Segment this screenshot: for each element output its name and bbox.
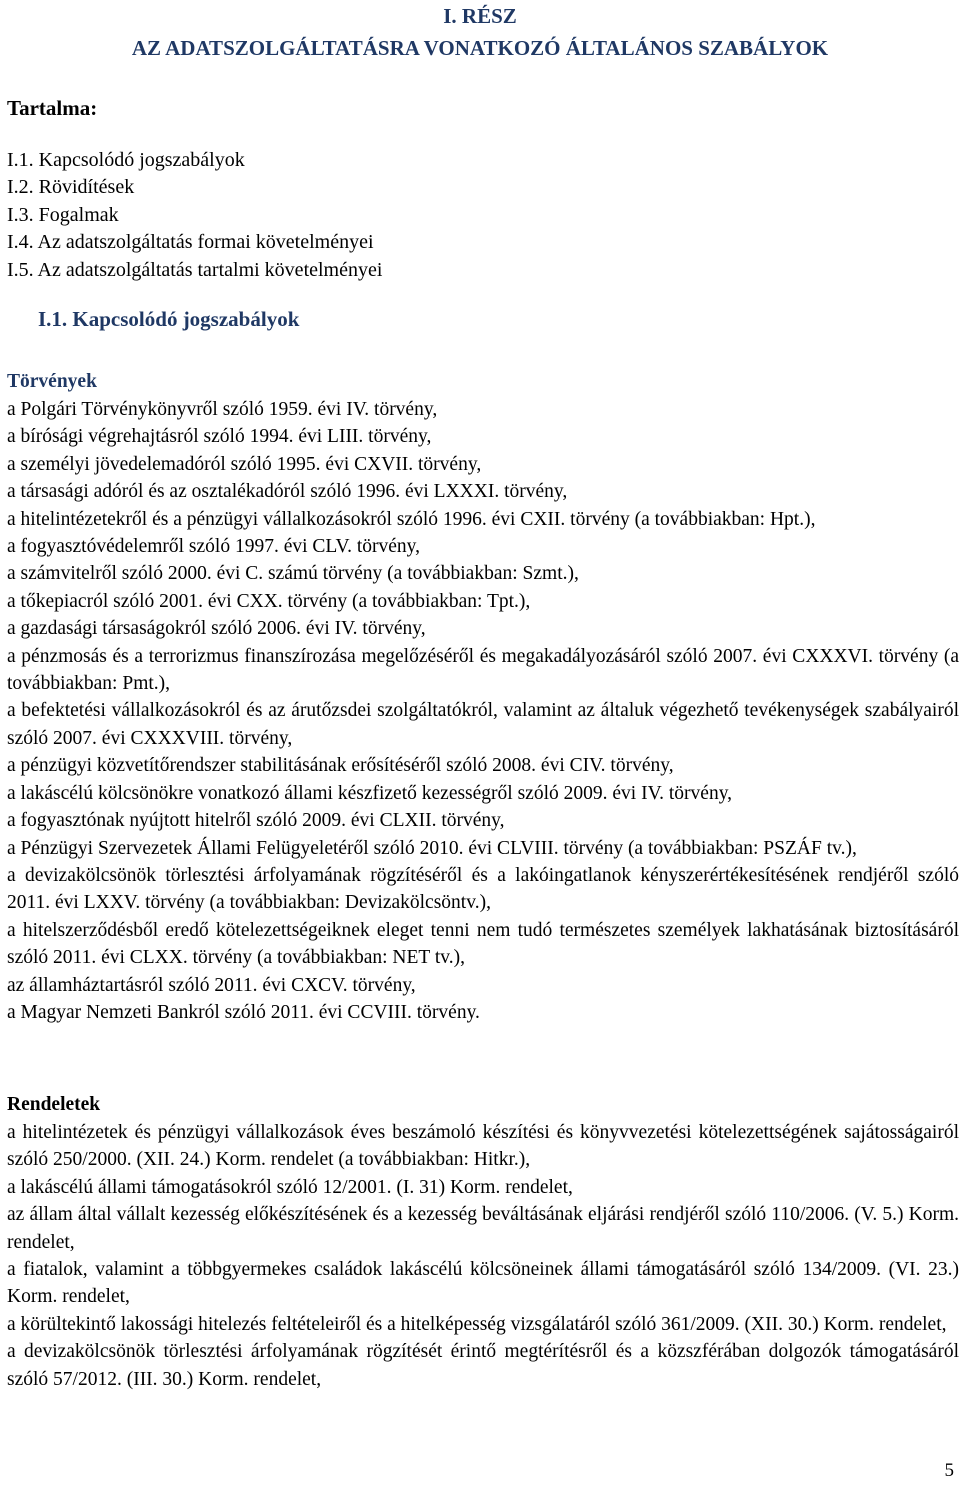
law-item: a társasági adóról és az osztalékadóról szóló 1996. évi LXXXI. törvény, — [7, 481, 568, 503]
law-item: a Polgári Törvénykönyvről szóló 1959. évi IV. törvény, — [7, 399, 438, 420]
contents-heading: Tartalma: — [7, 96, 98, 120]
law-item: a Pénzügyi Szervezetek Állami Felügyeletéről szóló 2010. évi CLVIII. törvény (a továbbiakban: PSZÁF tv.), — [7, 837, 857, 859]
law-item: a fogyasztónak nyújtott hitelről szóló 2009. évi CLXII. törvény, — [7, 810, 505, 832]
decree-item: az állam által vállalt kezesség előkészítésének és a kezesség beváltásának eljárási rendjéről szóló 110/2006. (V. 5.) Korm. rendelet, — [7, 1204, 959, 1253]
law-item: az államháztartásról szóló 2011. évi CXCV. törvény, — [7, 974, 416, 996]
law-item: a pénzügyi közvetítőrendszer stabilitásának erősítéséről szóló 2008. évi CIV. törvény, — [7, 755, 674, 777]
laws-section — [7, 368, 959, 1026]
decrees-section — [7, 1091, 959, 1393]
law-item: a személyi jövedelemadóról szóló 1995. évi CXVII. törvény, — [7, 453, 482, 475]
law-item: a hitelintézetekről és a pénzügyi vállalkozásokról szóló 1996. évi CXII. törvény (a továbbiakban: Hpt.), — [7, 508, 816, 530]
laws-list — [7, 396, 959, 1026]
decrees-list — [7, 1119, 959, 1393]
part-title: I. RÉSZ — [443, 4, 517, 28]
law-item: a befektetési vállalkozásokról és az árutőzsdei szolgáltatókról, valamint az általuk végezhető tevékenységek szabályairól szóló 2007. évi CXXXVIII. törvény, — [7, 700, 959, 749]
decrees-heading: Rendeletek — [7, 1094, 101, 1115]
table-of-contents — [7, 147, 382, 284]
law-item: a pénzmosás és a terrorizmus finanszírozása megelőzéséről és megakadályozásáról szóló 2007. évi CXXXVI. törvény (a továbbiakban: Pmt.), — [7, 645, 959, 695]
toc-item: I.2. Rövidítések — [7, 176, 135, 199]
toc-item: I.1. Kapcsolódó jogszabályok — [7, 149, 245, 171]
decree-item: a devizakölcsönök törlesztési árfolyamának rögzítését érintő megtérítésről és a közszférában dolgozók támogatásáról szóló 57/2012. (III. 30.) Korm. rendelet, — [7, 1341, 959, 1390]
decree-item: a fiatalok, valamint a többgyermekes családok lakáscélú kölcsöneinek állami támogatásáról szóló 134/2009. (VI. 23.) Korm. rendelet, — [7, 1259, 959, 1308]
law-item: a fogyasztóvédelemről szóló 1997. évi CLV. törvény, — [7, 536, 421, 558]
part-subtitle: AZ ADATSZOLGÁLTATÁSRA VONATKOZÓ ÁLTALÁNOS SZABÁLYOK — [131, 36, 829, 60]
decree-item: a lakáscélú állami támogatásokról szóló 12/2001. (I. 31) Korm. rendelet, — [7, 1176, 573, 1198]
decree-item: a hitelintézetek és pénzügyi vállalkozások éves beszámoló készítési és könyvvezetési kötelezettségének sajátosságairól szóló 250/2000. (XII. 24.) Korm. rendelet (a továbbiakban: Hitkr.), — [7, 1122, 959, 1171]
law-item: a tőkepiacról szóló 2001. évi CXX. törvény (a továbbiakban: Tpt.), — [7, 590, 531, 612]
toc-item: I.4. Az adatszolgáltatás formai követelményei — [7, 231, 374, 254]
toc-item: I.5. Az adatszolgáltatás tartalmi követelményei — [7, 258, 383, 281]
toc-item: I.3. Fogalmak — [7, 203, 119, 226]
law-item: a lakáscélú kölcsönökre vonatkozó állami készfizető kezességről szóló 2009. évi IV. törvény, — [7, 782, 733, 804]
laws-heading: Törvények — [7, 371, 97, 392]
section-heading: I.1. Kapcsolódó jogszabályok — [38, 307, 300, 331]
law-item: a számvitelről szóló 2000. évi C. számú törvény (a továbbiakban: Szmt.), — [7, 563, 579, 585]
law-item: a gazdasági társaságokról szóló 2006. évi IV. törvény, — [7, 618, 426, 640]
law-item: a devizakölcsönök törlesztési árfolyamának rögzítéséről és a lakóingatlanok kényszerértékesítésének rendjéről szóló 2011. évi LXXV. törvény (a továbbiakban: Devizakölcsöntv.), — [7, 864, 959, 914]
decree-item: a körültekintő lakossági hitelezés feltételeiről és a hitelképesség vizsgálatáról szóló 361/2009. (XII. 30.) Korm. rendelet, — [7, 1313, 947, 1335]
law-item: a bírósági végrehajtásról szóló 1994. évi LIII. törvény, — [7, 426, 432, 448]
law-item: a hitelszerződésből eredő kötelezettségeiknek eleget tenni nem tudó természetes személyek lakhatásának biztosításáról szóló 2011. évi CLXX. törvény (a továbbiakban: NET tv.), — [7, 919, 959, 969]
law-item: a Magyar Nemzeti Bankról szóló 2011. évi CCVIII. törvény. — [7, 1001, 480, 1023]
page-number: 5 — [944, 1460, 954, 1481]
